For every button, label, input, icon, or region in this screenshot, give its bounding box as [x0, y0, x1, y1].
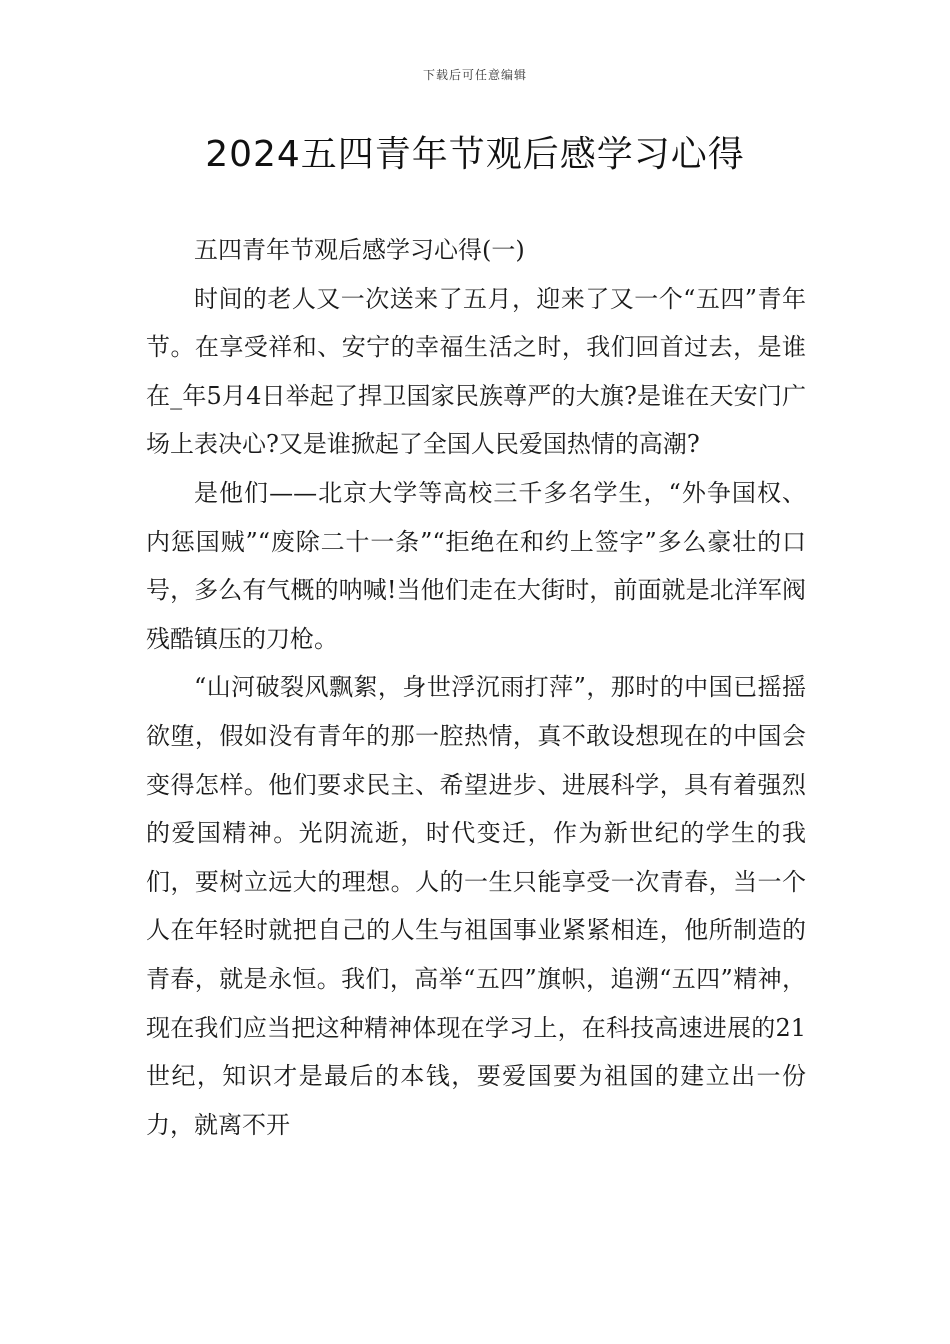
document-body — [146, 226, 806, 1149]
body-paragraph: “山河破裂风飘絮，身世浮沉雨打萍”，那时的中国已摇摇欲堕，假如没有青年的那一腔热情，真不敢设想现在的中国会变得怎样。他们要求民主、希望进步、进展科学，具有着强烈的爱国精神。光阴流逝，时代变迁，作为新世纪的学生的我们，要树立远大的理想。人的一生只能享受一次青春，当一个人在年轻时就把自己的人生与祖国事业紧紧相连，他所制造的青春，就是永恒。我们，高举“五四”旗帜，追溯“五四”精神，现在我们应当把这种精神体现在学习上，在科技高速进展的21世纪，知识才是最后的本钱，要爱国要为祖国的建立出一份力，就离不开 — [146, 673, 806, 1139]
document-title: 2024五四青年节观后感学习心得 — [205, 134, 745, 175]
section-heading: 五四青年节观后感学习心得(一) — [194, 236, 525, 264]
header-note: 下载后可任意编辑 — [422, 68, 527, 82]
body-paragraph: 时间的老人又一次送来了五月，迎来了又一个“五四”青年节。在享受祥和、安宁的幸福生活之时，我们回首过去，是谁在_年5月4日举起了捍卫国家民族尊严的大旗?是谁在天安门广场上表决心?又是谁掀起了全国人民爱国热情的高潮? — [146, 284, 806, 459]
body-paragraph: 是他们——北京大学等高校三千多名学生，“外争国权、内惩国贼”“废除二十一条”“拒绝在和约上签字”多么豪壮的口号，多么有气概的呐喊!当他们走在大街时，前面就是北洋军阀残酷镇压的刀枪。 — [146, 478, 806, 653]
